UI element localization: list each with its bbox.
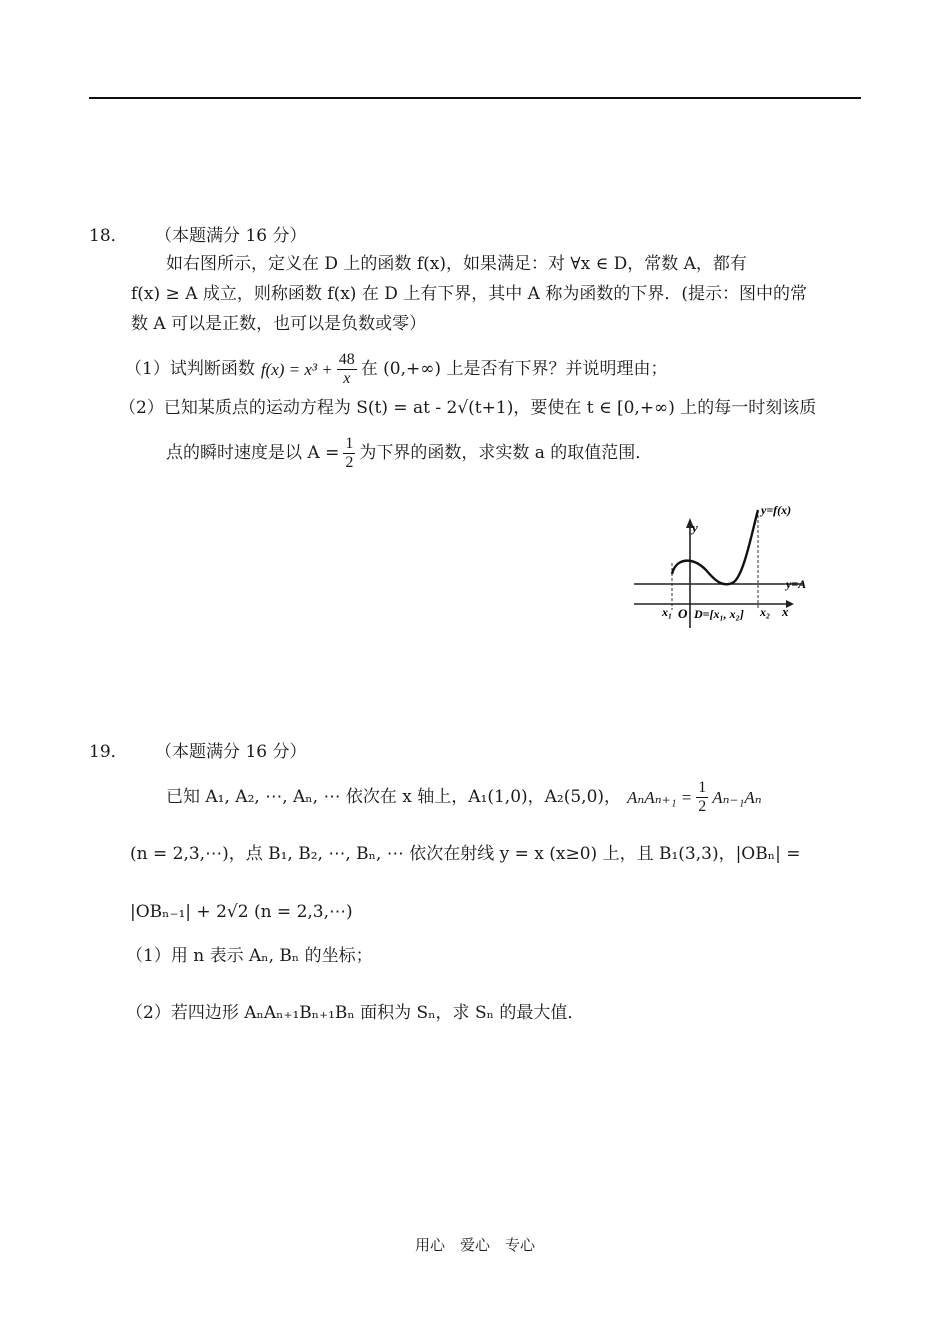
function-curve [672, 510, 758, 584]
q18-part2-pre: 点的瞬时速度是以 A = [166, 442, 340, 463]
label-x1: x₁ [662, 605, 673, 619]
q18-part2-denominator: 2 [345, 453, 354, 471]
q18-part2-numerator: 1 [345, 434, 354, 452]
q18-intro-line3: 数 A 可以是正数，也可以是负数或零） [131, 314, 427, 334]
q18-number: 18． [89, 226, 128, 246]
q18-part1-numerator: 48 [338, 350, 355, 368]
q18-part1-post: 在 (0,+∞) 上是否有下界？并说明理由； [360, 358, 668, 379]
q18-points: （本题满分 16 分） [155, 226, 307, 246]
q18-intro-line1: 如右图所示，定义在 D 上的函数 f(x)，如果满足：对 ∀x ∈ D，常数 A，都有 [166, 254, 747, 274]
label-y-fx: y=f(x) [761, 503, 792, 517]
q19-part1: （1）用 n 表示 Aₙ, Bₙ 的坐标； [126, 946, 373, 966]
q19-line1 [166, 772, 762, 822]
q18-part2-line2 [166, 430, 652, 476]
q19-line1-fraction [696, 779, 708, 815]
q18-part1-pre: （1）试判断函数 [125, 358, 255, 379]
q18-header [89, 228, 307, 245]
q18-part1 [125, 346, 667, 392]
q19-part2: （2）若四边形 AₙAₙ₊₁Bₙ₊₁Bₙ 面积为 Sₙ，求 Sₙ 的最大值． [126, 1003, 585, 1023]
header-rule [89, 97, 861, 99]
q19-line3: |OBₙ₋₁| + 2√2 (n = 2,3,⋯) [130, 902, 353, 922]
q19-line1-numerator: 1 [698, 778, 707, 796]
q19-line2: (n = 2,3,⋯)，点 B₁, B₂, ⋯, Bₙ, ⋯ 依次在射线 y = x (x≥0) 上，且 B₁(3,3)，|OBₙ| = [130, 844, 801, 864]
q18-part2-line1: （2）已知某质点的运动方程为 S(t) = at - 2√(t+1)，要使在 t ∈ [0,+∞) 上的每一时刻该质 [119, 398, 817, 418]
lower-bound-figure [634, 498, 818, 668]
q18-part1-func: f(x) = x³ + [260, 359, 333, 379]
label-origin: O [678, 606, 688, 621]
q19-header [89, 744, 307, 761]
q18-part1-denominator: x [343, 369, 351, 387]
q19-line1-pre: 已知 A₁, A₂, ⋯, Aₙ, ⋯ 依次在 x 轴上，A₁(1,0)，A₂(5,0)， [166, 786, 622, 807]
label-y: y [692, 520, 698, 535]
q18-part2-post: 为下界的函数，求实数 a 的取值范围． [359, 442, 653, 463]
label-y-equals-A: y=A [786, 577, 807, 591]
label-x: x [782, 604, 789, 619]
q19-points: （本题满分 16 分） [155, 742, 307, 762]
q19-line1-rhs: Aₙ₋₁Aₙ [712, 787, 762, 807]
q19-line1-lhs: AₙAₙ₊₁ = [627, 787, 693, 807]
page-footer: 用心 爱心 专心 [414, 1236, 535, 1254]
label-x2: x₂ [760, 605, 771, 619]
q18-part1-fraction [337, 351, 357, 387]
q18-intro-line2: f(x) ≥ A 成立，则称函数 f(x) 在 D 上有下界，其中 A 称为函数的下界．(提示：图中的常 [131, 284, 807, 304]
q18-part2-fraction [343, 435, 355, 471]
q19-number: 19． [89, 742, 128, 762]
label-domain: D=[x₁, x₂] [694, 607, 744, 621]
q19-line1-denominator: 2 [698, 797, 707, 815]
